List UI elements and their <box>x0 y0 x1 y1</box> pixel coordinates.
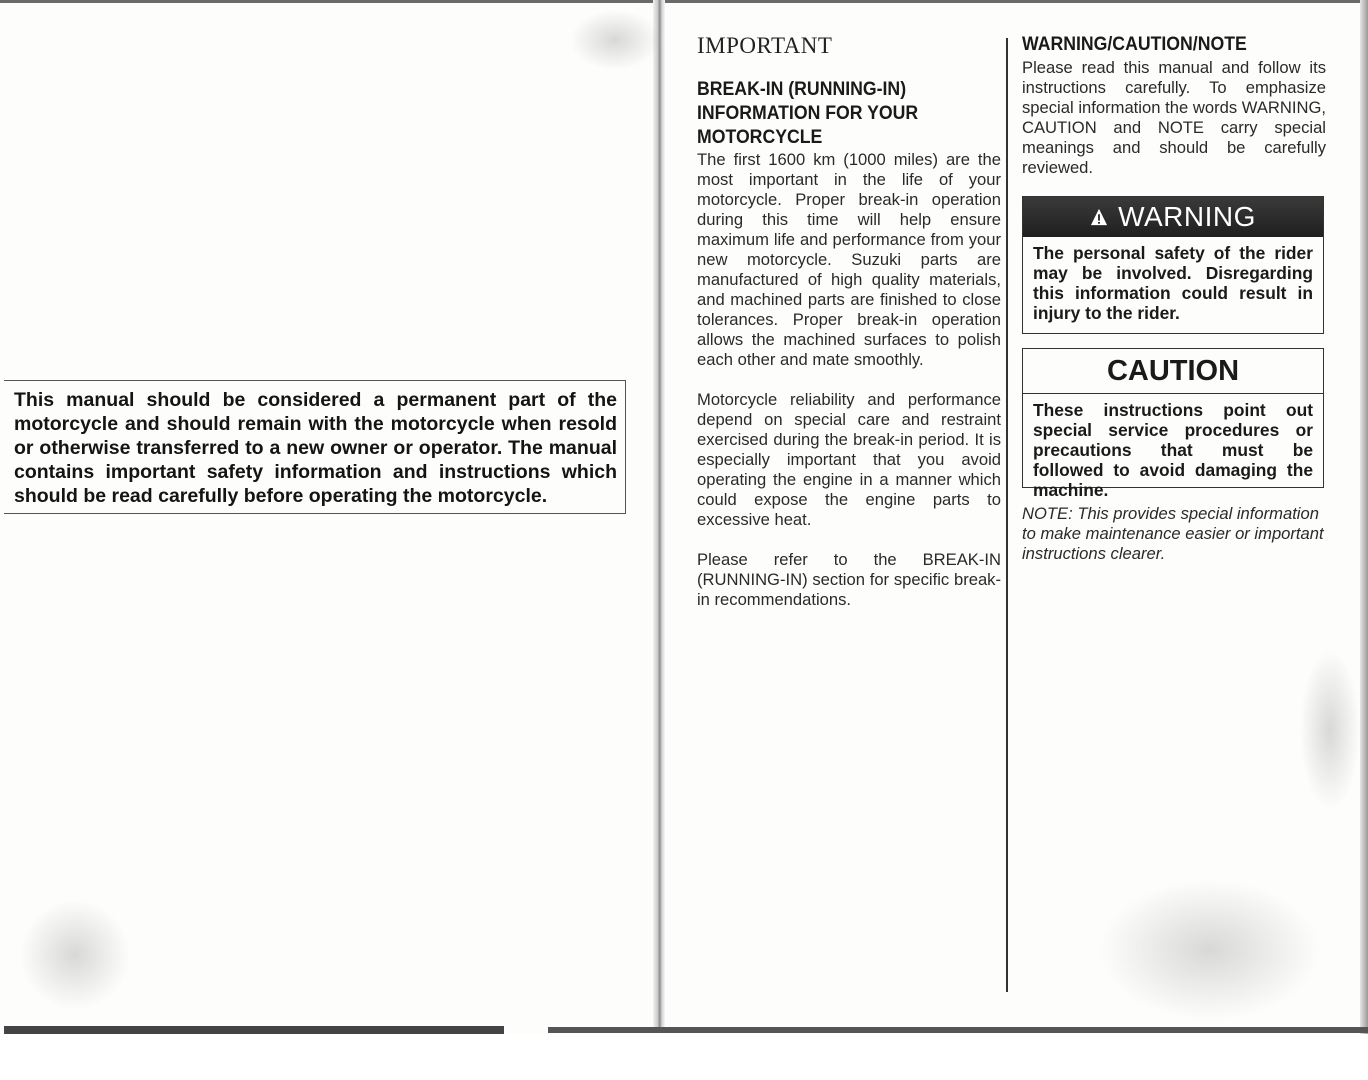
break-in-heading-line: MOTORCYCLE <box>697 127 823 148</box>
scan-bottom-edge <box>548 1027 1368 1033</box>
scan-top-edge <box>0 0 1368 3</box>
warning-triangle-icon <box>1090 208 1108 226</box>
break-in-heading-line: BREAK-IN (RUNNING-IN) <box>697 79 907 100</box>
break-in-paragraph: The first 1600 km (1000 miles) are the most important in the life of your motorcycle. Proper break-in operation during this time will help ensure maximum life and performance from your new motorcycle. Suzuki parts are manufactured of high quality materials, and machined parts are finished to close tolerances. Proper break-in operation allows the machined surfaces to polish each other and mate smoothly. <box>697 150 1001 369</box>
break-in-heading-line: INFORMATION FOR YOUR <box>697 103 919 124</box>
notice-text: This manual should be considered a permanent part of the motorcycle and should remain with the motorcycle when resold or otherwise transferred to a new owner or operator. The manual contains important safety information and instructions which should be read carefully before operating the motorcycle. <box>14 389 617 507</box>
column-divider <box>1006 38 1008 992</box>
permanent-part-notice <box>4 380 626 514</box>
break-in-paragraph: Please refer to the BREAK-IN (RUNNING-IN) section for specific break-in recommendations. <box>697 550 1001 609</box>
warning-box <box>1022 196 1324 334</box>
scan-smudge <box>1300 650 1360 810</box>
warning-text: The personal safety of the rider may be involved. Disregarding this information could result in injury to the rider. <box>1033 243 1313 323</box>
warning-label: WARNING <box>1118 201 1256 232</box>
scan-smudge <box>570 10 660 70</box>
break-in-paragraph: Motorcycle reliability and performance depend on special care and restraint exercised during the break-in period. It is especially important that you avoid operating the engine in a manner which could expose the engine parts to excessive heat. <box>697 390 1001 529</box>
wcn-heading: WARNING/CAUTION/NOTE <box>1022 34 1247 55</box>
break-in-column <box>697 32 1001 630</box>
book-spine <box>653 0 665 1030</box>
caution-text: These instructions point out special service procedures or precautions that must be followed to avoid damaging the machine. <box>1033 400 1313 500</box>
wcn-intro: Please read this manual and follow its instructions carefully. To emphasize special information the words WARNING, CAUTION and NOTE carry special meanings and should be carefully reviewed. <box>1022 58 1326 177</box>
scan-bottom-edge <box>4 1026 504 1034</box>
page-title: IMPORTANT <box>697 33 833 58</box>
scan-smudge <box>1100 880 1320 1020</box>
caution-header <box>1023 349 1323 394</box>
scan-right-edge <box>1360 0 1368 1034</box>
caution-box <box>1022 348 1324 500</box>
scan-margin <box>0 1034 1368 1080</box>
note-text: NOTE: This provides special information to make maintenance easier or important instructions clearer. <box>1022 504 1324 563</box>
scan-smudge <box>20 900 130 1010</box>
warning-caution-note-column <box>1022 32 1326 563</box>
caution-label: CAUTION <box>1106 354 1240 387</box>
warning-header <box>1023 197 1323 237</box>
break-in-heading <box>697 78 1004 150</box>
